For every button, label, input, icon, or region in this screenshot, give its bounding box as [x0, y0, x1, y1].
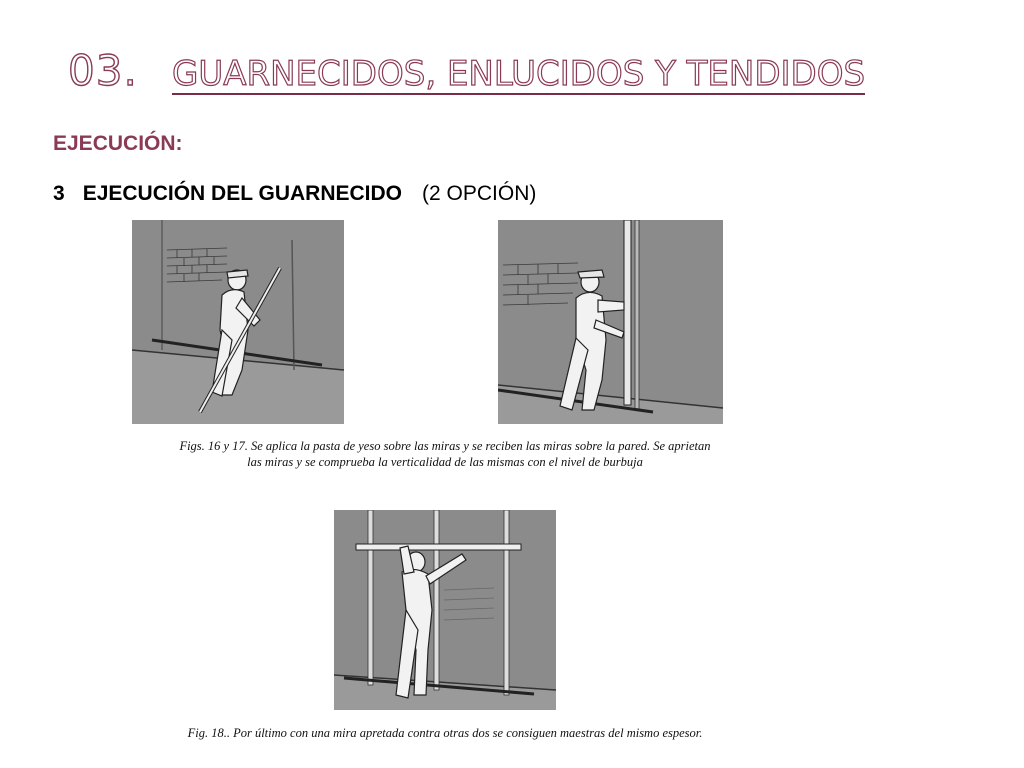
step-option: (2 OPCIÓN) [422, 182, 537, 205]
figure-16-illustration [132, 220, 344, 424]
section-heading: EJECUCIÓN: [53, 132, 183, 155]
figure-18-caption: Fig. 18.. Por último con una mira apretada contra otras dos se consiguen maestras del mismo espesor. [187, 726, 703, 740]
figures-16-17-caption [120, 438, 770, 470]
title-number: 03. [68, 46, 138, 95]
step-title: EJECUCIÓN DEL GUARNECIDO [82, 182, 403, 205]
step-number: 3 [53, 182, 65, 205]
figure-17-illustration [498, 220, 723, 424]
page-title: GUARNECIDOS, ENLUCIDOS Y TENDIDOS [172, 54, 866, 94]
step-heading [53, 182, 536, 206]
caption-line-2: las miras y se comprueba la verticalidad de las mismas con el nivel de burbuja [247, 455, 643, 469]
caption-line-1: Figs. 16 y 17. Se aplica la pasta de yeso sobre las miras y se reciben las miras sobre la pared. Se aprietan [179, 439, 711, 453]
figure-18-illustration [334, 510, 556, 710]
